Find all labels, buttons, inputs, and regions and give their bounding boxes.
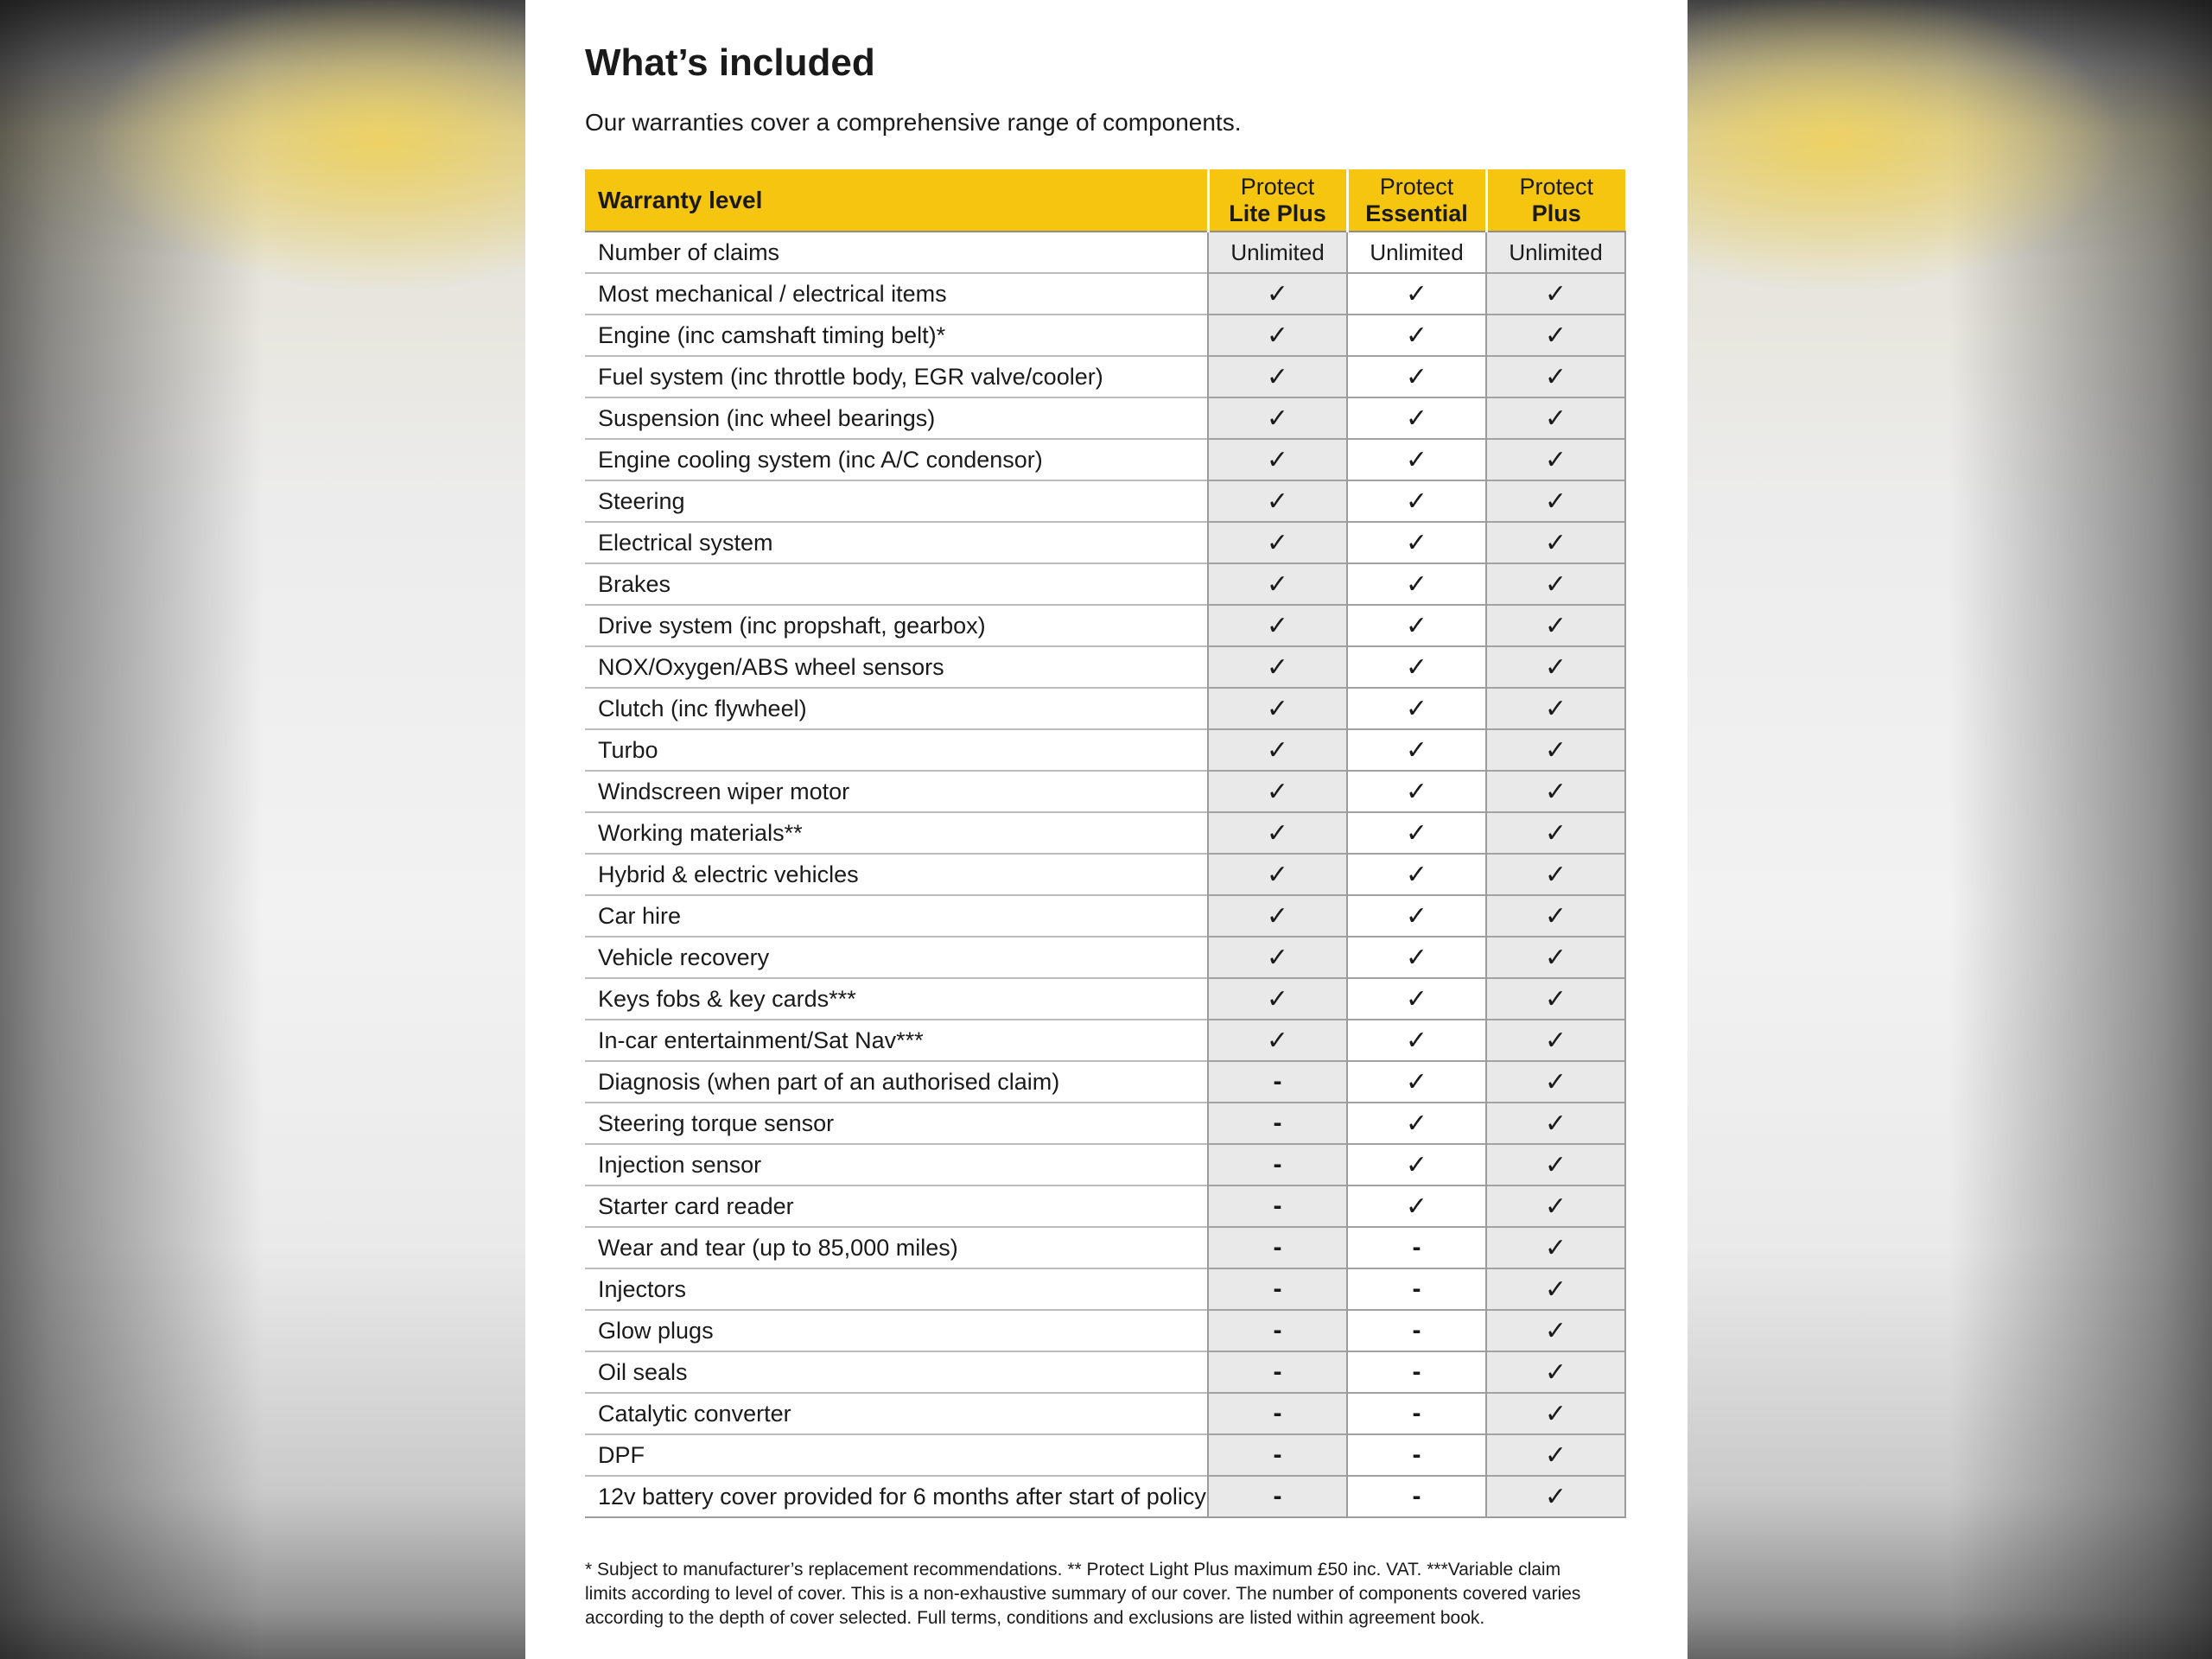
value-cell bbox=[1486, 1144, 1625, 1185]
value-cell bbox=[1208, 356, 1347, 397]
check-icon: ✓ bbox=[1544, 1109, 1567, 1138]
table-row bbox=[585, 1227, 1625, 1268]
value-cell bbox=[1347, 1227, 1486, 1268]
value-cell bbox=[1486, 273, 1625, 315]
value-cell bbox=[1347, 1144, 1486, 1185]
value-cell bbox=[1347, 439, 1486, 480]
dash-icon: - bbox=[1273, 1192, 1282, 1220]
value-cell bbox=[1208, 605, 1347, 646]
dash-icon: - bbox=[1273, 1067, 1282, 1096]
value-cell bbox=[1208, 1268, 1347, 1310]
check-icon: ✓ bbox=[1405, 528, 1428, 557]
value-cell bbox=[1486, 1476, 1625, 1517]
row-label: Keys fobs & key cards*** bbox=[585, 978, 1208, 1020]
value-cell bbox=[1486, 1020, 1625, 1061]
table-row bbox=[585, 1103, 1625, 1144]
row-label: Electrical system bbox=[585, 522, 1208, 563]
row-label: Vehicle recovery bbox=[585, 937, 1208, 978]
check-icon: ✓ bbox=[1405, 321, 1428, 350]
check-icon: ✓ bbox=[1405, 1067, 1428, 1096]
value-cell bbox=[1347, 1434, 1486, 1476]
table-row bbox=[585, 522, 1625, 563]
table-row bbox=[585, 895, 1625, 937]
value-cell bbox=[1486, 522, 1625, 563]
table-row bbox=[585, 1061, 1625, 1103]
row-label: Glow plugs bbox=[585, 1310, 1208, 1351]
dash-icon: - bbox=[1412, 1399, 1421, 1427]
check-icon: ✓ bbox=[1266, 362, 1289, 391]
value-cell bbox=[1208, 439, 1347, 480]
value-cell bbox=[1347, 812, 1486, 854]
check-icon: ✓ bbox=[1405, 445, 1428, 474]
value-cell bbox=[1347, 646, 1486, 688]
value-cell bbox=[1486, 1310, 1625, 1351]
row-label: Wear and tear (up to 85,000 miles) bbox=[585, 1227, 1208, 1268]
check-icon: ✓ bbox=[1266, 404, 1289, 433]
check-icon: ✓ bbox=[1405, 735, 1428, 765]
table-row bbox=[585, 480, 1625, 522]
check-icon: ✓ bbox=[1544, 486, 1567, 516]
value-cell bbox=[1208, 1310, 1347, 1351]
check-icon: ✓ bbox=[1544, 1150, 1567, 1179]
value-text: Unlimited bbox=[1509, 238, 1603, 265]
value-cell bbox=[1486, 1351, 1625, 1393]
dash-icon: - bbox=[1273, 1150, 1282, 1179]
table-row bbox=[585, 563, 1625, 605]
table-row bbox=[585, 1310, 1625, 1351]
value-cell bbox=[1486, 397, 1625, 439]
check-icon: ✓ bbox=[1544, 528, 1567, 557]
footnote: * Subject to manufacturer’s replacement recommendations. ** Protect Light Plus maximum £50 inc. VAT. ***Variable claim limits according to level of cover. This is a non-exhaustive summary of our cover. The number of components covered varies according to the depth of cover selected. Full terms, conditions and exclusions are listed within agreement book. bbox=[585, 1560, 1581, 1628]
value-cell bbox=[1208, 315, 1347, 356]
check-icon: ✓ bbox=[1266, 486, 1289, 516]
header-col-protect-lite-plus bbox=[1208, 169, 1347, 232]
value-cell bbox=[1486, 1434, 1625, 1476]
table-body bbox=[585, 232, 1625, 1517]
row-label: Windscreen wiper motor bbox=[585, 771, 1208, 812]
value-cell bbox=[1347, 895, 1486, 937]
table-row bbox=[585, 978, 1625, 1020]
check-icon: ✓ bbox=[1544, 901, 1567, 931]
row-label: Hybrid & electric vehicles bbox=[585, 854, 1208, 895]
value-cell bbox=[1347, 315, 1486, 356]
table-row bbox=[585, 1144, 1625, 1185]
check-icon: ✓ bbox=[1544, 445, 1567, 474]
row-label: Steering bbox=[585, 480, 1208, 522]
value-cell bbox=[1347, 605, 1486, 646]
check-icon: ✓ bbox=[1405, 818, 1428, 848]
background-blur-left bbox=[0, 0, 527, 1659]
value-cell bbox=[1208, 688, 1347, 729]
row-label: NOX/Oxygen/ABS wheel sensors bbox=[585, 646, 1208, 688]
row-label: Oil seals bbox=[585, 1351, 1208, 1393]
table-row bbox=[585, 646, 1625, 688]
check-icon: ✓ bbox=[1544, 1274, 1567, 1304]
check-icon: ✓ bbox=[1266, 901, 1289, 931]
check-icon: ✓ bbox=[1405, 569, 1428, 599]
row-label: Catalytic converter bbox=[585, 1393, 1208, 1434]
value-cell bbox=[1208, 397, 1347, 439]
check-icon: ✓ bbox=[1544, 1357, 1567, 1387]
value-cell bbox=[1486, 895, 1625, 937]
row-label: Drive system (inc propshaft, gearbox) bbox=[585, 605, 1208, 646]
check-icon: ✓ bbox=[1405, 901, 1428, 931]
check-icon: ✓ bbox=[1405, 860, 1428, 889]
check-icon: ✓ bbox=[1544, 652, 1567, 682]
value-cell bbox=[1486, 854, 1625, 895]
check-icon: ✓ bbox=[1405, 943, 1428, 972]
value-cell bbox=[1486, 563, 1625, 605]
table-row bbox=[585, 439, 1625, 480]
dash-icon: - bbox=[1412, 1233, 1421, 1262]
page-title: What’s included bbox=[585, 41, 875, 84]
row-label: Fuel system (inc throttle body, EGR valve/cooler) bbox=[585, 356, 1208, 397]
check-icon: ✓ bbox=[1544, 860, 1567, 889]
value-cell bbox=[1486, 771, 1625, 812]
value-cell bbox=[1347, 1061, 1486, 1103]
table-row bbox=[585, 273, 1625, 315]
value-cell bbox=[1208, 978, 1347, 1020]
value-cell bbox=[1208, 1103, 1347, 1144]
value-cell bbox=[1208, 1185, 1347, 1227]
value-cell bbox=[1486, 729, 1625, 771]
check-icon: ✓ bbox=[1544, 611, 1567, 640]
value-cell bbox=[1347, 1020, 1486, 1061]
check-icon: ✓ bbox=[1266, 279, 1289, 308]
value-cell bbox=[1486, 1227, 1625, 1268]
value-cell bbox=[1486, 1103, 1625, 1144]
check-icon: ✓ bbox=[1266, 860, 1289, 889]
value-cell bbox=[1486, 646, 1625, 688]
value-cell bbox=[1486, 232, 1625, 273]
table-row bbox=[585, 1434, 1625, 1476]
check-icon: ✓ bbox=[1544, 735, 1567, 765]
table-row bbox=[585, 356, 1625, 397]
table-row bbox=[585, 771, 1625, 812]
table-header bbox=[585, 169, 1625, 232]
row-label: Suspension (inc wheel bearings) bbox=[585, 397, 1208, 439]
value-cell bbox=[1486, 480, 1625, 522]
dash-icon: - bbox=[1273, 1109, 1282, 1137]
value-cell bbox=[1208, 1020, 1347, 1061]
row-label: Injectors bbox=[585, 1268, 1208, 1310]
dash-icon: - bbox=[1273, 1399, 1282, 1427]
row-label: Diagnosis (when part of an authorised claim) bbox=[585, 1061, 1208, 1103]
table-row bbox=[585, 1476, 1625, 1517]
check-icon: ✓ bbox=[1544, 777, 1567, 806]
value-cell bbox=[1208, 480, 1347, 522]
table-row bbox=[585, 1185, 1625, 1227]
check-icon: ✓ bbox=[1405, 652, 1428, 682]
value-cell bbox=[1486, 1185, 1625, 1227]
table-row bbox=[585, 729, 1625, 771]
value-cell bbox=[1486, 937, 1625, 978]
check-icon: ✓ bbox=[1544, 1233, 1567, 1262]
dash-icon: - bbox=[1273, 1440, 1282, 1469]
check-icon: ✓ bbox=[1544, 984, 1567, 1014]
check-icon: ✓ bbox=[1405, 1026, 1428, 1055]
table-row bbox=[585, 315, 1625, 356]
value-cell bbox=[1208, 273, 1347, 315]
value-cell bbox=[1208, 729, 1347, 771]
table-row bbox=[585, 937, 1625, 978]
value-cell bbox=[1486, 439, 1625, 480]
check-icon: ✓ bbox=[1544, 1192, 1567, 1221]
value-cell bbox=[1347, 1185, 1486, 1227]
row-label: Clutch (inc flywheel) bbox=[585, 688, 1208, 729]
value-cell bbox=[1347, 729, 1486, 771]
table-row bbox=[585, 812, 1625, 854]
value-cell bbox=[1208, 646, 1347, 688]
value-cell bbox=[1208, 522, 1347, 563]
row-label: Most mechanical / electrical items bbox=[585, 273, 1208, 315]
check-icon: ✓ bbox=[1405, 777, 1428, 806]
table-row bbox=[585, 232, 1625, 273]
value-cell bbox=[1347, 1310, 1486, 1351]
table-row bbox=[585, 1351, 1625, 1393]
check-icon: ✓ bbox=[1544, 1316, 1567, 1345]
check-icon: ✓ bbox=[1405, 1192, 1428, 1221]
value-cell bbox=[1347, 1476, 1486, 1517]
value-cell bbox=[1208, 1061, 1347, 1103]
table-row bbox=[585, 1020, 1625, 1061]
row-label: Starter card reader bbox=[585, 1185, 1208, 1227]
header-col-line2: Plus bbox=[1531, 200, 1581, 226]
header-col-line2: Lite Plus bbox=[1229, 200, 1326, 226]
page-subtitle: Our warranties cover a comprehensive range of components. bbox=[585, 109, 1242, 136]
value-cell bbox=[1486, 1268, 1625, 1310]
row-label: Brakes bbox=[585, 563, 1208, 605]
check-icon: ✓ bbox=[1266, 652, 1289, 682]
table-row bbox=[585, 854, 1625, 895]
value-cell bbox=[1347, 854, 1486, 895]
check-icon: ✓ bbox=[1266, 1026, 1289, 1055]
value-cell bbox=[1486, 315, 1625, 356]
header-row bbox=[585, 169, 1625, 232]
check-icon: ✓ bbox=[1544, 569, 1567, 599]
value-cell bbox=[1208, 232, 1347, 273]
value-cell bbox=[1486, 1393, 1625, 1434]
check-icon: ✓ bbox=[1544, 694, 1567, 723]
check-icon: ✓ bbox=[1405, 404, 1428, 433]
check-icon: ✓ bbox=[1544, 1440, 1567, 1470]
check-icon: ✓ bbox=[1405, 362, 1428, 391]
check-icon: ✓ bbox=[1544, 1482, 1567, 1511]
row-label: In-car entertainment/Sat Nav*** bbox=[585, 1020, 1208, 1061]
value-cell bbox=[1347, 1351, 1486, 1393]
dash-icon: - bbox=[1412, 1316, 1421, 1344]
check-icon: ✓ bbox=[1544, 321, 1567, 350]
table-row bbox=[585, 605, 1625, 646]
value-cell bbox=[1347, 563, 1486, 605]
row-label: Car hire bbox=[585, 895, 1208, 937]
check-icon: ✓ bbox=[1266, 818, 1289, 848]
value-cell bbox=[1208, 1476, 1347, 1517]
table-row bbox=[585, 397, 1625, 439]
value-cell bbox=[1347, 356, 1486, 397]
value-text: Unlimited bbox=[1230, 238, 1325, 265]
value-cell bbox=[1208, 1393, 1347, 1434]
value-cell bbox=[1486, 978, 1625, 1020]
content-panel bbox=[525, 0, 1688, 1659]
value-cell bbox=[1208, 812, 1347, 854]
dash-icon: - bbox=[1412, 1482, 1421, 1510]
check-icon: ✓ bbox=[1266, 777, 1289, 806]
check-icon: ✓ bbox=[1266, 694, 1289, 723]
value-cell bbox=[1208, 937, 1347, 978]
value-cell bbox=[1347, 978, 1486, 1020]
header-col-line1: Protect bbox=[1240, 173, 1315, 200]
check-icon: ✓ bbox=[1544, 362, 1567, 391]
value-cell bbox=[1486, 812, 1625, 854]
dash-icon: - bbox=[1273, 1316, 1282, 1344]
background-blur-right bbox=[1685, 0, 2212, 1659]
check-icon: ✓ bbox=[1266, 735, 1289, 765]
value-cell bbox=[1208, 854, 1347, 895]
check-icon: ✓ bbox=[1266, 569, 1289, 599]
dash-icon: - bbox=[1273, 1482, 1282, 1510]
header-warranty-level: Warranty level bbox=[585, 169, 1208, 232]
header-col-line2: Essential bbox=[1365, 200, 1468, 226]
header-col-protect-essential bbox=[1347, 169, 1486, 232]
check-icon: ✓ bbox=[1266, 943, 1289, 972]
value-cell bbox=[1208, 1434, 1347, 1476]
value-cell bbox=[1347, 937, 1486, 978]
check-icon: ✓ bbox=[1405, 1150, 1428, 1179]
dash-icon: - bbox=[1412, 1357, 1421, 1386]
value-cell bbox=[1208, 895, 1347, 937]
header-col-line1: Protect bbox=[1379, 173, 1454, 200]
value-text: Unlimited bbox=[1370, 238, 1464, 265]
value-cell bbox=[1347, 1393, 1486, 1434]
row-label: Steering torque sensor bbox=[585, 1103, 1208, 1144]
check-icon: ✓ bbox=[1544, 404, 1567, 433]
check-icon: ✓ bbox=[1405, 611, 1428, 640]
check-icon: ✓ bbox=[1544, 1399, 1567, 1428]
value-cell bbox=[1347, 1268, 1486, 1310]
row-label: Injection sensor bbox=[585, 1144, 1208, 1185]
row-label: DPF bbox=[585, 1434, 1208, 1476]
check-icon: ✓ bbox=[1405, 984, 1428, 1014]
value-cell bbox=[1486, 605, 1625, 646]
value-cell bbox=[1347, 1103, 1486, 1144]
value-cell bbox=[1347, 688, 1486, 729]
row-label: Engine (inc camshaft timing belt)* bbox=[585, 315, 1208, 356]
check-icon: ✓ bbox=[1544, 1026, 1567, 1055]
value-cell bbox=[1208, 1351, 1347, 1393]
table-row bbox=[585, 1268, 1625, 1310]
check-icon: ✓ bbox=[1266, 611, 1289, 640]
row-label: Turbo bbox=[585, 729, 1208, 771]
row-label: Working materials** bbox=[585, 812, 1208, 854]
header-col-line1: Protect bbox=[1519, 173, 1594, 200]
check-icon: ✓ bbox=[1266, 984, 1289, 1014]
value-cell bbox=[1347, 480, 1486, 522]
value-cell bbox=[1208, 1144, 1347, 1185]
value-cell bbox=[1347, 771, 1486, 812]
value-cell bbox=[1208, 771, 1347, 812]
value-cell bbox=[1486, 1061, 1625, 1103]
check-icon: ✓ bbox=[1266, 528, 1289, 557]
table-row bbox=[585, 1393, 1625, 1434]
value-cell bbox=[1208, 1227, 1347, 1268]
dash-icon: - bbox=[1273, 1357, 1282, 1386]
value-cell bbox=[1347, 522, 1486, 563]
check-icon: ✓ bbox=[1544, 943, 1567, 972]
table-row bbox=[585, 688, 1625, 729]
check-icon: ✓ bbox=[1266, 321, 1289, 350]
check-icon: ✓ bbox=[1405, 486, 1428, 516]
warranty-comparison-table bbox=[585, 169, 1626, 1518]
value-cell bbox=[1347, 397, 1486, 439]
check-icon: ✓ bbox=[1544, 1067, 1567, 1096]
value-cell bbox=[1347, 232, 1486, 273]
row-label: 12v battery cover provided for 6 months after start of policy bbox=[585, 1476, 1208, 1517]
value-cell bbox=[1486, 688, 1625, 729]
row-label: Engine cooling system (inc A/C condensor) bbox=[585, 439, 1208, 480]
value-cell bbox=[1208, 563, 1347, 605]
check-icon: ✓ bbox=[1266, 445, 1289, 474]
value-cell bbox=[1486, 356, 1625, 397]
check-icon: ✓ bbox=[1405, 279, 1428, 308]
dash-icon: - bbox=[1273, 1274, 1282, 1303]
value-cell bbox=[1347, 273, 1486, 315]
check-icon: ✓ bbox=[1405, 694, 1428, 723]
dash-icon: - bbox=[1273, 1233, 1282, 1262]
row-label: Number of claims bbox=[585, 232, 1208, 273]
dash-icon: - bbox=[1412, 1440, 1421, 1469]
check-icon: ✓ bbox=[1405, 1109, 1428, 1138]
dash-icon: - bbox=[1412, 1274, 1421, 1303]
check-icon: ✓ bbox=[1544, 279, 1567, 308]
check-icon: ✓ bbox=[1544, 818, 1567, 848]
header-col-protect-plus bbox=[1486, 169, 1625, 232]
